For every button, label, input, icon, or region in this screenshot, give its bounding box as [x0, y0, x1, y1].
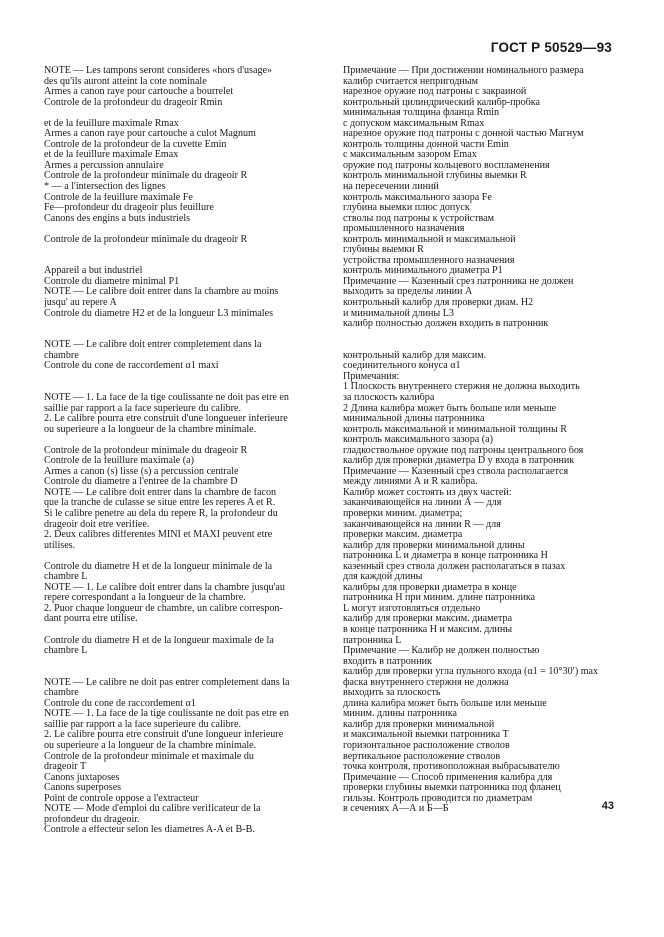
french-text-line: Canons juxtaposes — [44, 772, 120, 783]
blank-line — [44, 245, 330, 256]
russian-text-line: оружие под патроны кольцевого воспламенения — [343, 160, 550, 171]
blank-line — [44, 330, 330, 341]
blank-line — [44, 224, 330, 235]
french-text-line: NOTE — 1. Le calibre doit entrer dans la chambre jusqu'au — [44, 582, 285, 593]
russian-text-line: патронника L и диаметра в конце патронника H — [343, 551, 548, 562]
french-text-line: Controle de la feuillure maximale (a) — [44, 456, 194, 467]
french-text-line: ou superieure a la longueur de la chambre minimale. — [44, 424, 257, 435]
french-text-line: 2. Le calibre pourra etre construit d'une longueur inferieure — [44, 730, 284, 741]
french-text-line: profondeur du drageoir. — [44, 814, 140, 825]
french-text-line: chambre L — [44, 646, 88, 657]
russian-text-line: Примечания: — [343, 371, 400, 382]
french-text-line: 2. Le calibre pourra etre construit d'une longueuer inferieure — [44, 414, 288, 425]
french-text-line: NOTE — 1. La face de la tige coulissante ne doit pas etre en — [44, 392, 289, 403]
french-text-line: Controle du cone de raccordement α1 — [44, 698, 196, 709]
standard-header: ГОСТ Р 50529—93 — [490, 40, 612, 55]
russian-text-line: калибр считается непригодным — [343, 76, 478, 87]
french-text-line: et de la feuillure maximale Emax — [44, 150, 179, 161]
russian-text-line: калибр полностью должен входить в патронник — [343, 319, 549, 330]
russian-text-column — [343, 66, 631, 815]
russian-text-line: в сечениях А—А и Б—Б — [343, 804, 449, 815]
russian-text-line: за плоскость калибра — [343, 392, 435, 403]
french-text-line: NOTE — Le calibre ne doit pas entrer completement dans la — [44, 677, 290, 688]
russian-text-line: стволы под патроны к устройствам — [343, 213, 494, 224]
french-text-line: saillie par rapport a la face superieure du calibre. — [44, 719, 242, 730]
blank-line — [44, 435, 330, 446]
french-text-line: NOTE — Le calibre doit entrer dans la chambre de facon — [44, 487, 277, 498]
french-text-line: Armes a canon raye pour cartouche a culot Magnum — [44, 129, 256, 140]
russian-text-line: контроль минимальной и максимальной — [343, 234, 516, 245]
russian-text-line: Примечание — Казенный срез ствола располагается — [343, 466, 569, 477]
blank-line — [44, 667, 330, 678]
russian-text-line: устройства промышленного назначения — [343, 255, 515, 266]
french-text-line: Armes a canon (s) lisse (s) a percussion centrale — [44, 466, 239, 477]
russian-text-line: казенный срез ствола должен располагаться в пазах — [343, 561, 566, 572]
french-text-line: NOTE — Mode d'emploi du calibre verificateur de la — [44, 804, 261, 815]
russian-text-line: минимальная толщина фланца Rmin — [343, 108, 500, 119]
french-text-line: Controle du diametre a l'entree de la chambre D — [44, 477, 238, 488]
russian-text-line: 2 Длина калибра может быть больше или меньше — [343, 403, 557, 414]
russian-text-line: контроль минимального диаметра P1 — [343, 266, 503, 277]
french-text-line: * — a l'intersection des lignes — [44, 182, 166, 193]
russian-text-line: контроль максимальной и минимальной толщины R — [343, 424, 567, 435]
russian-text-line: патронника L — [343, 635, 402, 646]
french-text-line: drageoir doit etre verifiee. — [44, 519, 150, 530]
russian-text-line: калибры для проверки диаметра в конце — [343, 582, 517, 593]
blank-line — [44, 319, 330, 330]
french-text-line: drageoir T — [44, 762, 87, 773]
blank-line — [44, 551, 330, 562]
french-text-line: NOTE — Le calibre doit entrer completement dans la — [44, 340, 262, 351]
russian-text-line: Примечание — При достижении номинального размера — [343, 66, 584, 76]
russian-text-line: калибр для проверки угла пульного входа (α1 = 10°30′) max — [343, 667, 599, 678]
russian-text-line: гладкоствольное оружие под патроны центрального боя — [343, 445, 584, 456]
french-text-line: Appareil a but industriel — [44, 266, 143, 277]
russian-text-line: между линиями А и R калибра. — [343, 477, 478, 488]
russian-text-line: на пересечении линий — [343, 182, 439, 193]
blank-line — [44, 382, 330, 393]
russian-text-line: с максимальным зазором Emax — [343, 150, 477, 161]
french-text-line: Controle de la profondeur du drageoir Rmin — [44, 97, 223, 108]
french-text-line: saillie par rapport a la face superieure du calibre. — [44, 403, 242, 414]
russian-text-line: промышленного назначения — [343, 224, 465, 235]
russian-text-line: Примечание — Калибр не должен полностью — [343, 646, 540, 657]
french-text-line: 2. Puor chaque longueur de chambre, un calibre correspon- — [44, 603, 283, 614]
russian-text-line: контроль толщины донной части Emin — [343, 139, 509, 150]
russian-text-line: контроль максимального зазора Fe — [343, 192, 492, 203]
french-text-line: Armes a canon raye pour cartouche a bourrelet — [44, 87, 234, 98]
french-text-line: Controle a effecteur selon les diametres A-A et B-B. — [44, 825, 255, 836]
russian-text-line: горизонтальное расположение стволов — [343, 741, 510, 751]
french-text-line: Point de controle oppose a l'extracteur — [44, 793, 199, 804]
french-text-line: Controle du diametre minimal P1 — [44, 276, 180, 287]
french-text-line: Controle du diametre H2 et de la longueur L3 minimales — [44, 308, 274, 319]
blank-line — [44, 625, 330, 636]
russian-text-line: заканчивающейся на линии R — для — [343, 519, 501, 530]
russian-text-line: соединительного конуса α1 — [343, 361, 461, 372]
french-text-line: jusqu' au repere A — [44, 298, 117, 309]
french-text-line: Controle du cone de raccordement α1 maxi — [44, 361, 219, 372]
french-text-line: chambre L — [44, 572, 88, 583]
russian-text-line: минимальной длины патронника — [343, 414, 485, 425]
french-text-line: ou superieure a la longueur de la chambre minimale. — [44, 741, 257, 751]
french-text-line: Fe—profondeur du drageoir plus feuillure — [44, 203, 214, 214]
french-text-line: Armes a percussion annulaire — [44, 160, 164, 171]
french-text-line: Si le calibre penetre au dela du repere R, la profondeur du — [44, 508, 278, 519]
russian-text-line: Калибр может состоять из двух частей: — [343, 487, 512, 498]
french-text-line: chambre — [44, 350, 79, 361]
russian-text-line: в конце патронника H и максим. длины — [343, 624, 513, 635]
blank-line — [44, 256, 330, 267]
french-text-line: Controle de la profondeur minimale et maximale du — [44, 751, 254, 762]
russian-text-line: контрольный цилиндрический калибр-пробка — [343, 97, 540, 108]
russian-text-line: заканчивающейся на линии А — для — [343, 498, 502, 509]
russian-text-line: контроль максимального зазора (а) — [343, 435, 493, 446]
french-text-line: Controle du diametre H et de la longueur minimale de la — [44, 561, 273, 572]
french-text-line: NOTE — 1. La face de la tige coulissante ne doit pas etre en — [44, 709, 289, 720]
blank-line — [343, 340, 631, 351]
russian-text-line: контроль минимальной глубины выемки R — [343, 171, 527, 182]
russian-text-line: калибр для проверки диаметра D у входа в патронник — [343, 456, 575, 467]
russian-text-line: нарезное оружие под патроны с донной частью Магнум — [343, 129, 584, 140]
french-text-line: et de la feuillure maximale Rmax — [44, 118, 179, 129]
blank-line — [44, 108, 330, 119]
blank-line — [343, 330, 631, 341]
blank-line — [44, 657, 330, 668]
russian-text-line: точка контроля, противоположная выбрасывателю — [343, 762, 560, 773]
russian-text-line: глубина выемки плюс допуск — [343, 203, 470, 214]
french-text-line: Canons des engins a buts industriels — [44, 213, 191, 224]
french-text-line: 2. Deux calibres differentes MINI et MAXI peuvent etre — [44, 530, 273, 541]
russian-text-line: калибр для проверки минимальной — [343, 719, 495, 730]
russian-text-line: и максимальной выемки патронника T — [343, 730, 509, 741]
french-text-line: que la tranche de culasse se situe entre les reperes A et R. — [44, 498, 276, 509]
french-text-line: NOTE — Le calibre doit entrer dans la chambre au moins — [44, 287, 279, 298]
russian-text-line: и минимальной длины L3 — [343, 308, 454, 319]
russian-text-line: L могут изготовляться отдельно — [343, 603, 481, 614]
french-text-line: Controle de la profondeur minimale du drageoir R — [44, 234, 248, 245]
french-text-line: Controle de la profondeur minimale du drageoir R — [44, 171, 248, 182]
french-text-line: Canons superposes — [44, 783, 122, 794]
russian-text-line: калибр для проверки максим. диаметра — [343, 614, 513, 625]
russian-text-line: 1 Плоскость внутреннего стержня не должна выходить — [343, 382, 580, 393]
french-text-line: NOTE — Les tampons seront consideres «hors d'usage» — [44, 66, 273, 76]
french-text-line: repere correspondant a la longueur de la chambre. — [44, 593, 246, 604]
french-text-line: Controle de la profondeur minimale du drageoir R — [44, 445, 248, 456]
french-text-line: dant pourra etre utilise. — [44, 614, 138, 625]
russian-text-line: длина калибра может быть больше или меньше — [343, 698, 547, 709]
russian-text-line: калибр для проверки минимальной длины — [343, 540, 525, 551]
french-text-line: des qu'ils auront atteint la cote nominale — [44, 76, 207, 87]
russian-text-line: вертикальное расположение стволов — [343, 751, 501, 762]
russian-text-line: с допуском максимальным Rmax — [343, 118, 485, 129]
russian-text-line: нарезное оружие под патроны с закраиной — [343, 87, 527, 98]
page-number: 43 — [601, 800, 614, 812]
russian-text-line: миним. длины патронника — [343, 709, 457, 720]
russian-text-line: патронника H при миним. длине патронника — [343, 593, 536, 604]
russian-text-line: гильзы. Контроль проводится по диаметрам — [343, 793, 533, 804]
russian-text-line: проверки максим. диаметра — [343, 530, 463, 541]
russian-text-line: Примечание — Способ применения калибра для — [343, 772, 553, 783]
french-text-line: Controle du diametre H et de la longueur maximale de la — [44, 635, 274, 646]
russian-text-line: для каждой длины — [343, 572, 423, 583]
russian-text-line: выходить за пределы линии А — [343, 287, 473, 298]
french-text-line: chambre — [44, 688, 79, 699]
french-text-line: Controle de la profondeur de la cuvette Emin — [44, 139, 227, 150]
french-text-column — [44, 66, 330, 836]
russian-text-line: проверки миним. диаметра; — [343, 508, 463, 519]
russian-text-line: контрольный калибр для максим. — [343, 350, 487, 361]
french-text-line: Controle de la feuillure maximale Fe — [44, 192, 193, 203]
russian-text-line: глубины выемки R — [343, 245, 424, 256]
russian-text-line: выходить за плоскость — [343, 688, 441, 699]
blank-line — [44, 372, 330, 383]
french-text-line: utilises. — [44, 540, 76, 551]
russian-text-line: фаска внутреннего стержня не должна — [343, 677, 509, 688]
russian-text-line: входить в патронник — [343, 656, 432, 667]
russian-text-line: Примечание — Казенный срез патронника не должен — [343, 276, 574, 287]
russian-text-line: проверки глубины выемки патронника под фланец — [343, 783, 561, 794]
russian-text-line: контрольный калибр для проверки диам. H2 — [343, 298, 534, 309]
